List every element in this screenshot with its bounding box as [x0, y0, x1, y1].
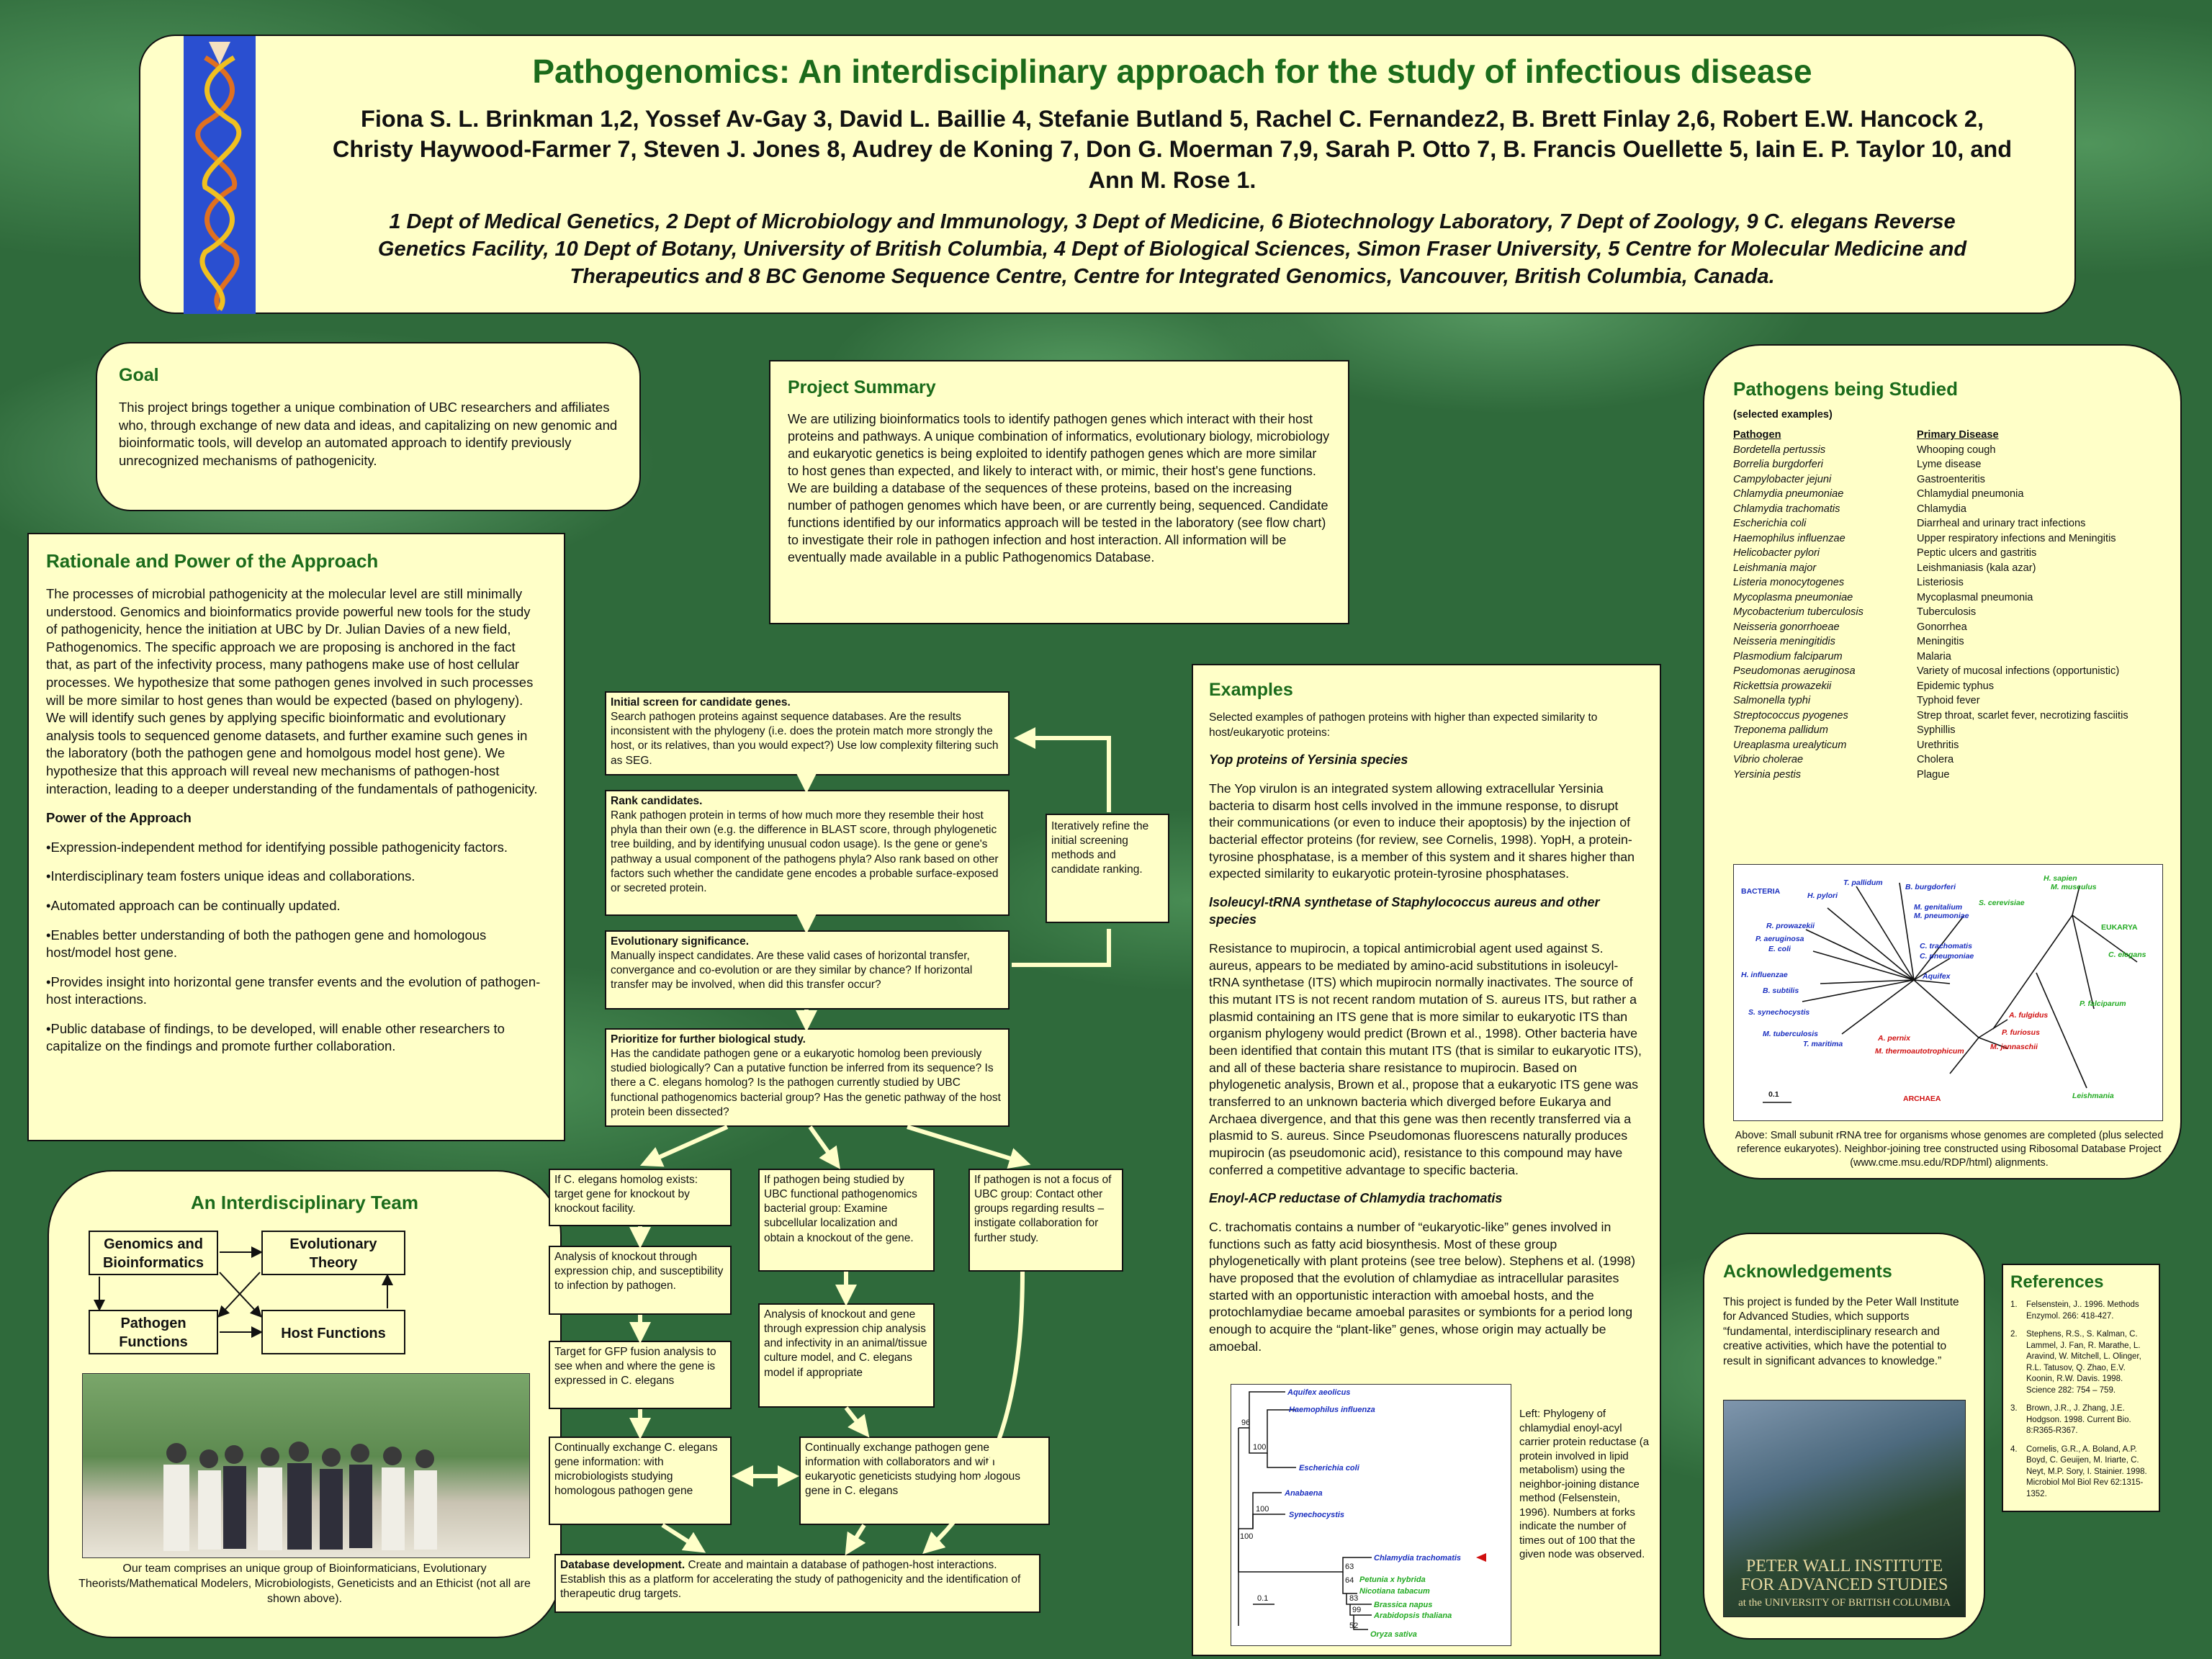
- tree-bootstrap: 64: [1345, 1576, 1354, 1585]
- flow-exchange-celegans: Continually exchange C. elegans gene information: with microbiologists studying homologous pathogen gene: [549, 1437, 732, 1525]
- power-bullet: •Automated approach can be continually updated.: [46, 897, 341, 913]
- pathogen-name: Leishmania major: [1733, 562, 1817, 574]
- tree-taxon: C. pneumoniae: [1920, 952, 1974, 961]
- pathogen-disease: Gastroenteritis: [1917, 473, 1985, 485]
- tree-taxon: M. musculus: [2051, 883, 2097, 891]
- examples-intro: Selected examples of pathogen proteins with higher than expected similarity to host/eukaryotic proteins:: [1209, 711, 1598, 739]
- pathogen-disease: Gonorrhea: [1917, 621, 1967, 633]
- tree-taxon: E. coli: [1768, 945, 1791, 953]
- flow-step-text: Has the candidate pathogen gene or a eukaryotic homolog been previously studied biologically? Can a putative function be inferred from its sequence? Is there a C. elegans homolog? Is the pathogen currently studied by UBC functional pathogenomics bacterial group? Has the genetic pathway of the host protein been dissected?: [611, 1048, 1001, 1118]
- flow-step-title: Evolutionary significance.: [611, 935, 750, 948]
- tree-taxon: M. thermoautotrophicum: [1875, 1047, 1964, 1056]
- flow-step-text: Rank pathogen protein in terms of how much more they resemble their host phyla than their own (e.g. the difference in BLAST score, through phylogenetic tree building, and by identifying unusual codon usage). Is the gene or gene's pathway a usual component of the pathogens phyla? Also rank based on other factors such whether the candidate gene encodes a probable surface-exposed or secreted protein.: [611, 809, 999, 894]
- tree-taxon: Synechocystis: [1289, 1511, 1345, 1519]
- pathogen-name: Campylobacter jejuni: [1733, 473, 1832, 485]
- rrna-tree-figure: [1733, 864, 2163, 1121]
- tree-taxon: B. subtilis: [1763, 986, 1799, 995]
- tree-bootstrap: 100: [1253, 1443, 1267, 1452]
- team-box-evolution: Evolutionary Theory: [261, 1231, 405, 1275]
- pathogen-name: Plasmodium falciparum: [1733, 650, 1843, 662]
- tree-bootstrap: 100: [1240, 1532, 1254, 1541]
- rationale-text: The processes of microbial pathogenicity at the molecular level are still minimally understood. Genomics and bioinformatics provide powerful new tools for the study of pathogenicity, hence the initiation at UBC by Dr. Julian Davies of a new field, Pathogenomics. The specific approach we are proposing is anchored in the fact that, as part of the infectivity process, many pathogens make use of host cellular processes. We hypothesize that some pathogen genes involved in such processes will be more similar to host genes than would be expected (based on phylogeny). We will identify such genes by applying specific bioinformatic and evolutionary analysis tools to sequenced genome datasets, and further examine such genes in the laboratory (both the pathogen gene and homolgous model host gene). We hypothesize that this approach will reveal new mechanisms of pathogen-host interaction, leading to a deeper understanding of the fundamentals of pathogenicity.: [46, 586, 538, 796]
- flow-step-prioritize: [605, 1028, 1010, 1127]
- team-photo: [82, 1373, 530, 1558]
- pathogen-disease: Urethritis: [1917, 739, 1959, 751]
- pathogen-name: Yersinia pestis: [1733, 768, 1802, 781]
- references-panel: [2002, 1264, 2160, 1512]
- tree-taxon: S. cerevisiae: [1979, 899, 2025, 907]
- power-bullet: •Public database of findings, to be developed, will enable other researchers to capitalize on the findings and promote further collaboration.: [46, 1020, 505, 1054]
- flow-gfp-fusion: Target for GFP fusion analysis to see when and where the gene is expressed in C. elegans: [549, 1341, 732, 1409]
- flow-step-title: Prioritize for further biological study.: [611, 1033, 806, 1046]
- reference-item: [2010, 1300, 2152, 1322]
- goal-text: This project brings together a unique combination of UBC researchers and affiliates who, through exchange of new data and ideas, and capitalizing on new genomic and bioinformatic tools, will develop an automated approach to identify previously unrecognized mechanisms of pathogenicity.: [119, 400, 618, 468]
- pathogen-disease: Syphillis: [1917, 724, 1956, 736]
- pathogen-name: Mycobacterium tuberculosis: [1733, 606, 1863, 618]
- reference-number: 2.: [2010, 1330, 2018, 1339]
- pathogen-disease: Diarrheal and urinary tract infections: [1917, 518, 2086, 529]
- power-bullet: •Provides insight into horizontal gene transfer events and the evolution of pathogen-host interactions.: [46, 974, 541, 1007]
- flow-step-rank: [605, 790, 1010, 916]
- summary-panel: [769, 360, 1349, 624]
- pathogen-name: Haemophilus influenzae: [1733, 532, 1845, 544]
- authors-line: Ann M. Rose 1.: [1088, 166, 1256, 193]
- tree-taxon: Petunia x hybrida: [1359, 1575, 1426, 1584]
- pathogens-title: Pathogens being Studied: [1733, 378, 1959, 400]
- reference-number: 4.: [2010, 1444, 2018, 1454]
- pathogen-disease: Meningitis: [1917, 636, 1964, 647]
- enoyl-tree-figure: [1231, 1384, 1511, 1646]
- pathogens-panel: [1703, 344, 2182, 1179]
- dna-logo: [184, 36, 256, 314]
- references-list: [2010, 1300, 2152, 1500]
- pathogen-name: Mycoplasma pneumoniae: [1733, 591, 1853, 603]
- tree-bootstrap: 83: [1349, 1594, 1359, 1603]
- tree-taxon: Chlamydia trachomatis: [1374, 1554, 1462, 1563]
- tree-taxon: P. aeruginosa: [1755, 935, 1804, 943]
- tree-scale: 0.1: [1257, 1594, 1269, 1603]
- table-header: Primary Disease: [1917, 429, 1999, 441]
- tree-taxon: M. genitalium: [1914, 903, 1963, 912]
- tree-taxon: P. furiosus: [2002, 1028, 2040, 1037]
- ack-title: Acknowledgements: [1723, 1262, 1892, 1282]
- team-box-pathogen: Pathogen Functions: [89, 1310, 218, 1354]
- authors-line: Christy Haywood-Farmer 7, Steven J. Jones 8, Audrey de Koning 7, Don G. Moerman 7,9, Sarah P. Otto 7, B. Francis Ouellette 5, Iain E. P. Taylor 10, and: [332, 136, 2013, 163]
- pathogen-disease: Upper respiratory infections and Meningitis: [1917, 532, 2116, 544]
- pathogen-name: Neisseria gonorrhoeae: [1733, 621, 1840, 633]
- pathogen-disease: Mycoplasmal pneumonia: [1917, 591, 2033, 603]
- poster-title: Pathogenomics: An interdisciplinary approach for the study of infectious disease: [532, 53, 1812, 90]
- pathogen-name: Treponema pallidum: [1733, 724, 1828, 736]
- tree-taxon: Escherichia coli: [1299, 1464, 1359, 1473]
- rationale-title: Rationale and Power of the Approach: [46, 550, 379, 572]
- pathogens-table: [1733, 429, 2163, 781]
- affil-line: Therapeutics and 8 BC Genome Sequence Centre, Centre for Integrated Genomics, Vancouver, British Columbia, Canada.: [570, 265, 1775, 289]
- tree-scale: 0.1: [1768, 1090, 1779, 1099]
- example-heading: Enoyl-ACP reductase of Chlamydia trachomatis: [1209, 1191, 1503, 1206]
- flow-step-title: Database development.: [560, 1559, 685, 1571]
- example-text: Resistance to mupirocin, a topical antimicrobial agent used against S. aureus, appears to be mediated by amino-acid substitutions in isoleucyl-tRNA synthetase (ITS) which mupirocin normally inactivates. The source of this mutant ITS is not recent random mutation of S. aureus ITS, but rather a plasmid containing an ITS gene that is more similar to eukaryotic ITS than organism phylogeny would predict (Brown et al., 1998). Other bacteria have been identified that contain this mutant ITS (that is similar to eukaryotic ITS), and all of these bacteria share resistance to mupirocin. Based on phylogenetic analysis, Brown et al., propose that a eukaryotic ITS gene was transferred to an unknown bacteria which diverged before Eukarya and Archaea divergence, and that this gene was then recently transferred via a plasmid to S. aureus. Since Pseudomonas fluorescens naturally produces mupirocin (as pseudomonic acid), resistance to this compound may have conferred a competitive advantage to specific bacteria.: [1209, 940, 1642, 1177]
- flow-step-evolutionary: [605, 930, 1010, 1010]
- team-box-host: Host Functions: [261, 1310, 405, 1354]
- tree-taxon: Nicotiana tabacum: [1359, 1587, 1430, 1596]
- flow-database: [554, 1554, 1040, 1613]
- pathogen-name: Salmonella typhi: [1733, 695, 1811, 706]
- reference-text: Felsenstein, J.. 1996. Methods Enzymol. 266: 418-427.: [2026, 1300, 2139, 1321]
- pathogen-name: Escherichia coli: [1733, 518, 1807, 529]
- tree-taxon: B. burgdorferi: [1905, 883, 1956, 891]
- tree-taxon: H. pylori: [1807, 891, 1838, 900]
- affil-line: 1 Dept of Medical Genetics, 2 Dept of Microbiology and Immunology, 3 Dept of Medicine, 6 Biotechnology Laboratory, 7 Dept of Zoology, 9 C. elegans Reverse: [389, 210, 1956, 233]
- authors-line: Fiona S. L. Brinkman 1,2, Yossef Av-Gay 3, David L. Baillie 4, Stefanie Butland 5, Rachel C. Fernandez2, B. Brett Finlay 2,6, Robert E.W. Hancock 2,: [361, 106, 1984, 132]
- tree-taxon: P. falciparum: [2080, 999, 2126, 1008]
- reference-item: [2010, 1444, 2152, 1501]
- pathogen-name: Vibrio cholerae: [1733, 754, 1804, 765]
- tree-group-label: ARCHAEA: [1903, 1094, 1941, 1103]
- tree-taxon: M. pneumoniae: [1914, 912, 1969, 920]
- summary-text: We are utilizing bioinformatics tools to identify pathogen genes which interact with their host proteins and pathways. A unique combination of informatics, evolutionary biology, microbiology and eukaryotic genetics is being exploited to identify pathogen genes which are more similar to host genes than expected, and likely to interact with, or mimic, their host's gene functions. We are building a database of the sequences of these proteins, based on the increasing number of pathogen genomes which have been, or are currently being, sequenced. Candidate functions identified by our informatics approach will be tested in the laboratory (see flow chart) to investigate their role in pathogen infection and host interaction. All information will be eventually made available in a public Pathogenomics Database.: [788, 412, 1330, 565]
- pathogen-disease: Peptic ulcers and gastritis: [1917, 547, 2037, 559]
- flow-pathogen-ubc: If pathogen being studied by UBC functional pathogenomics bacterial group: Examine subcellular localization and obtain a knockout of the gene.: [758, 1169, 935, 1272]
- flow-not-focus: If pathogen is not a focus of UBC group: Contact other groups regarding results – instigate collaboration for further study.: [968, 1169, 1123, 1272]
- power-title: Power of the Approach: [46, 810, 192, 826]
- pathogen-disease: Leishmaniasis (kala azar): [1917, 562, 2036, 574]
- pathogen-disease: Whooping cough: [1917, 444, 1996, 456]
- pathogen-name: Borrelia burgdorferi: [1733, 459, 1823, 470]
- pathogen-name: Listeria monocytogenes: [1733, 577, 1845, 588]
- flow-step-text: Manually inspect candidates. Are these valid cases of horizontal transfer, convergance and co-evolution or are they similar by chance? If horizontal transfer may be involved, when did this transfer occur?: [611, 950, 973, 992]
- examples-panel: [1192, 664, 1661, 1656]
- team-box-genomics: Genomics and Bioinformatics: [89, 1231, 218, 1275]
- tree-taxon: H. sapien: [2044, 874, 2077, 883]
- pathogen-disease: Variety of mucosal infections (opportunistic): [1917, 665, 2120, 677]
- tree-bootstrap: 96: [1241, 1419, 1251, 1427]
- flow-step-initial-screen: [605, 691, 1010, 775]
- tree-taxon: Aquifex aeolicus: [1287, 1388, 1351, 1397]
- tree-bootstrap: 99: [1352, 1606, 1362, 1614]
- tree-taxon: Brassica napus: [1374, 1601, 1433, 1609]
- tree-bootstrap: 63: [1345, 1563, 1354, 1571]
- pathogen-disease: Listeriosis: [1917, 577, 1964, 588]
- tree-taxon: T. pallidum: [1843, 878, 1883, 887]
- pathogen-disease: Epidemic typhus: [1917, 680, 1995, 692]
- example-heading: Yop proteins of Yersinia species: [1209, 752, 1408, 768]
- pathogen-disease: Chlamydia: [1917, 503, 1966, 515]
- rrna-tree-caption: Above: Small subunit rRNA tree for organisms whose genomes are completed (plus selected reference eukaryotes). Neighbor-joining tree constructed using Ribosomal Database Project (www.cme.msu.edu/RDP/html) alignments.: [1735, 1130, 2164, 1169]
- pathogen-disease: Plague: [1917, 768, 1950, 781]
- enoyl-tree-caption: Left: Phylogeny of chlamydial enoyl-acyl carrier protein reductase (a protein involved in lipid metabolism) using the neighbor-joining distance method (Felsenstein, 1996). Numbers at forks indicate the number of times out of 100 that the given node was observed.: [1519, 1408, 1650, 1560]
- tree-taxon: Arabidopsis thaliana: [1374, 1611, 1452, 1620]
- goal-panel: [96, 342, 641, 511]
- example-heading: Isoleucyl-tRNA synthetase of Staphylococcus aureus and other species: [1209, 895, 1600, 927]
- pathogen-name: Helicobacter pylori: [1733, 547, 1820, 559]
- pathogen-disease: Malaria: [1917, 650, 1951, 662]
- tree-taxon: Aquifex: [1923, 972, 1951, 981]
- pathogen-name: Chlamydia pneumoniae: [1733, 488, 1844, 500]
- tree-group-label: BACTERIA: [1741, 887, 1781, 896]
- tree-taxon: C. elegans: [2108, 950, 2146, 959]
- tree-taxon: Anabaena: [1285, 1489, 1323, 1498]
- tree-taxon: Oryza sativa: [1370, 1630, 1417, 1639]
- pathogen-disease: Cholera: [1917, 754, 1954, 765]
- ack-panel: [1703, 1233, 1985, 1640]
- rationale-panel: [27, 533, 565, 1141]
- team-arrows: [49, 1172, 563, 1388]
- pathogen-name: Ureaplasma urealyticum: [1733, 739, 1847, 751]
- authors: [284, 104, 2060, 195]
- pathogen-disease: Chlamydial pneumonia: [1917, 488, 2024, 500]
- pathogen-name: Rickettsia prowazekii: [1733, 680, 1832, 692]
- pathogen-disease: Typhoid fever: [1917, 695, 1980, 706]
- ack-text: This project is funded by the Peter Wall Institute for Advanced Studies, which supports “fundamental, interdisciplinary research and creative activities, which have the potential to result in significant advances to knowledge.”: [1723, 1296, 1959, 1367]
- tree-taxon: A. fulgidus: [2009, 1011, 2049, 1020]
- logo-text-1: PETER WALL INSTITUTE: [1745, 1557, 1943, 1575]
- example-text: C. trachomatis contains a number of “eukaryotic-like” genes involved in functions such as fatty acid biosynthesis. Most of these group phylogenetically with plant proteins (see tree below). Stephens et al. (1998) have proposed that the evolution of chlamydiae as intracellular parasites started with an opportunistic interaction with amoebal hosts, and the protochlamydiae became amoebal parasites or symbionts for a period long enough to acquire the “plant-like” genes, whose origin may actually be amoebal.: [1209, 1220, 1636, 1354]
- pathogen-name: Chlamydia trachomatis: [1733, 503, 1840, 515]
- goal-title: Goal: [119, 365, 159, 385]
- tree-taxon: A. pernix: [1878, 1034, 1910, 1043]
- reference-text: Stephens, R.S., S. Kalman, C. Lammel, J. Fan, R. Marathe, L. Aravind, W. Mitchell, L. Olinger, R.L. Tatusov, Q. Zhao, E.V. Koonin, R.W. Davis. 1998. Science 282: 754 – 759.: [2026, 1330, 2141, 1395]
- reference-item: [2010, 1403, 2152, 1437]
- team-caption: Our team comprises an unique group of Bioinformaticians, Evolutionary Theorists/Mathematical Modelers, Microbiologists, Geneticists and an Ethicist (not all are shown above).: [78, 1563, 531, 1605]
- flow-celegans-knockout: If C. elegans homolog exists: target gene for knockout by knockout facility.: [549, 1169, 732, 1226]
- tree-taxon: S. synechocystis: [1748, 1008, 1810, 1017]
- tree-taxon: R. prowazekii: [1766, 922, 1815, 930]
- flow-step-title: Initial screen for candidate genes.: [611, 696, 791, 709]
- examples-title: Examples: [1209, 680, 1293, 700]
- pathogen-name: Pseudomonas aeruginosa: [1733, 665, 1856, 677]
- pathogen-name: Streptococcus pyogenes: [1733, 709, 1848, 721]
- pathogen-disease: Tuberculosis: [1917, 606, 1977, 618]
- affiliations: [284, 208, 2060, 291]
- power-bullet: •Expression-independent method for identifying possible pathogenicity factors.: [46, 839, 508, 855]
- pathogen-name: Neisseria meningitidis: [1733, 636, 1835, 647]
- header-panel: [139, 35, 2076, 314]
- pathogen-disease: Lyme disease: [1917, 459, 1982, 470]
- reference-number: 1.: [2010, 1300, 2018, 1309]
- tree-taxon: H. influenzae: [1741, 971, 1788, 979]
- reference-number: 3.: [2010, 1404, 2018, 1413]
- pathogens-subtitle: (selected examples): [1733, 409, 1833, 421]
- reference-text: Cornelis, G.R., A. Boland, A.P. Boyd, C. Geuijen, M. Iriarte, C. Neyt, M.P. Sory, I. Stainier. 1998. Microbiol Mol Biol Rev 62:1315-1352.: [2026, 1444, 2147, 1498]
- table-header: Pathogen: [1733, 429, 1781, 441]
- example-text: The Yop virulon is an integrated system allowing extracellular Yersinia bacteria to disarm host cells involved in the immune response, to disrupt their communications (or even to induce their apoptosis) by the injection of bacterial effector proteins (for review, see Cornelis, 1998). YopH, a protein-tyrosine phosphatase, is a member of this system and it shares higher than expected similarity to eukaryotic protein-tyrosine phosphatases.: [1209, 781, 1635, 881]
- flow-knockout-chip: Analysis of knockout and gene through expression chip analysis and infectivity in an animal/tissue culture model, and C. elegans model if appropriate: [758, 1303, 935, 1408]
- flow-knockout-analysis: Analysis of knockout through expression chip, and susceptibility to infection by pathogen.: [549, 1246, 732, 1315]
- pathogen-name: Bordetella pertussis: [1733, 444, 1826, 456]
- tree-bootstrap: 52: [1349, 1622, 1359, 1630]
- peter-wall-logo: [1723, 1400, 1966, 1617]
- reference-item: [2010, 1329, 2152, 1396]
- flow-exchange-pathogen: Continually exchange pathogen gene information with collaborators and with eukaryotic geneticists studying homologous gene in C. elegans: [799, 1437, 1050, 1525]
- flow-step-text: Search pathogen proteins against sequence databases. Are the results inconsistent with the phylogeny (i.e. does the protein match more strongly the host, or its relatives, than you would expect?) Use low complexity filtering such as SEG.: [611, 711, 999, 767]
- summary-title: Project Summary: [788, 377, 936, 397]
- flow-step-text: Create and maintain a database of pathogen-host interactions. Establish this as a platform for accelerating the study of pathogenicity and the identification of therapeutic drug targets.: [560, 1559, 1021, 1601]
- tree-group-label: EUKARYA: [2101, 923, 2138, 932]
- affil-line: Genetics Facility, 10 Dept of Botany, University of British Columbia, 4 Dept of Biological Sciences, Simon Fraser University, 5 Centre for Molecular Medicine and: [377, 238, 1967, 261]
- team-title: An Interdisciplinary Team: [191, 1192, 418, 1213]
- tree-taxon: C. trachomatis: [1920, 942, 1972, 950]
- reference-text: Brown, J.R., J. Zhang, J.E. Hodgson. 1998. Current Bio. 8:R365-R367.: [2026, 1404, 2131, 1436]
- team-panel: [48, 1170, 562, 1638]
- power-list: [46, 839, 544, 1056]
- power-bullet: •Enables better understanding of both the pathogen gene and homologous host/model host gene.: [46, 927, 487, 961]
- references-title: References: [2010, 1272, 2104, 1292]
- tree-taxon: M. tuberculosis: [1763, 1030, 1819, 1038]
- logo-text-3: at the UNIVERSITY OF BRITISH COLUMBIA: [1738, 1597, 1951, 1609]
- tree-taxon: Haemophilus influenza: [1289, 1406, 1375, 1414]
- power-bullet: •Interdisciplinary team fosters unique ideas and collaborations.: [46, 868, 415, 884]
- pathogen-disease: Strep throat, scarlet fever, necrotizing fasciitis: [1917, 709, 2128, 721]
- flow-step-title: Rank candidates.: [611, 795, 703, 807]
- tree-bootstrap: 100: [1256, 1505, 1269, 1514]
- tree-taxon: M. jannaschii: [1990, 1043, 2038, 1051]
- tree-taxon: Leishmania: [2072, 1092, 2114, 1100]
- logo-text-2: FOR ADVANCED STUDIES: [1740, 1575, 1948, 1594]
- tree-taxon: T. maritima: [1803, 1040, 1843, 1048]
- flow-refine: Iteratively refine the initial screening methods and candidate ranking.: [1046, 814, 1169, 923]
